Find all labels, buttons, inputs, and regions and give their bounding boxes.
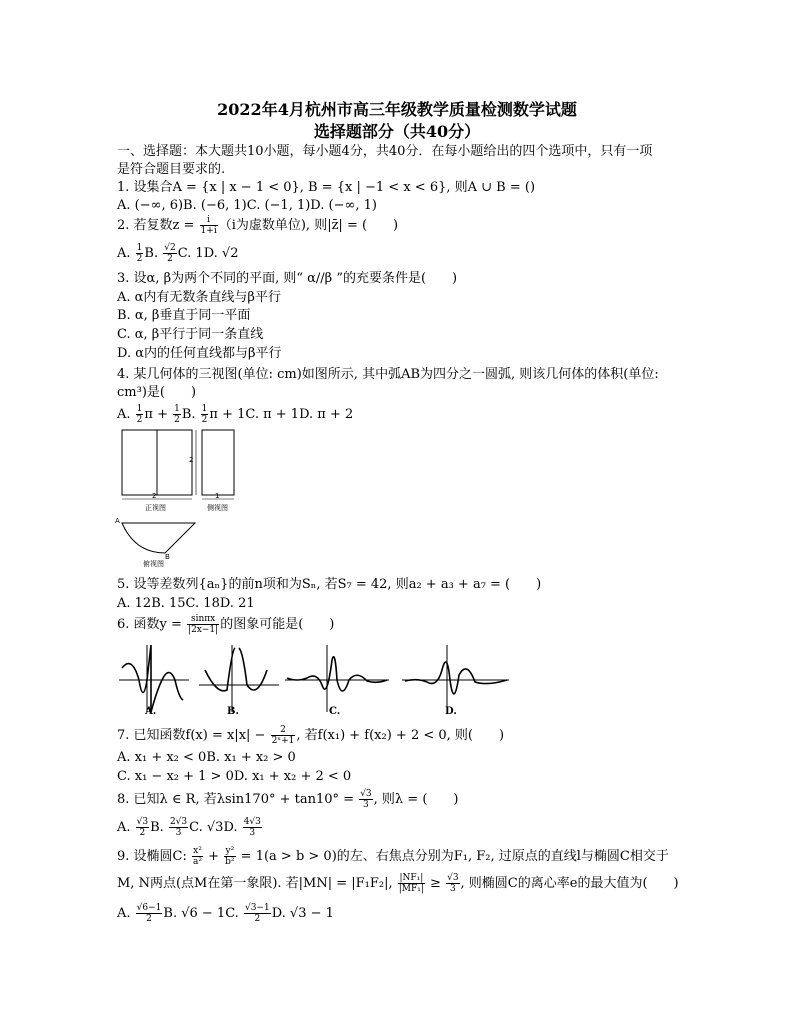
q4-opt-b-frac	[201, 404, 209, 425]
q4-side-view-figure	[200, 428, 240, 512]
q8-options	[117, 817, 263, 838]
q4-opt-b-den: 2	[201, 415, 208, 425]
q4-opt-a-frac-2	[173, 404, 181, 425]
q7-options-2: C. x₁ − x₂ + 1 > 0D. x₁ + x₂ + 2 < 0	[117, 769, 352, 784]
q5-options: A. 12B. 15C. 18D. 21	[117, 596, 255, 611]
q8-opt-d-frac	[243, 817, 262, 838]
q4-opt-rest: π + 1C. π + 1D. π + 2	[209, 407, 354, 422]
q6-label-d: D.	[445, 706, 457, 717]
q9-stem-text-2: = 1(a > b > 0)的左、右焦点分别为F₁, F₂, 过原点的直线l与椭圆C相交于	[236, 849, 669, 864]
q7-frac-den: 2ˣ+1	[271, 736, 295, 746]
q6-label-b: B.	[227, 706, 239, 717]
q9-sqrt3-num: √3	[447, 873, 459, 883]
q4-opt-a-frac	[136, 404, 144, 425]
q8-opt-a-den: 2	[139, 828, 146, 838]
q9-opt-a-frac	[136, 903, 163, 924]
q8-opt-a-label: A.	[117, 820, 135, 835]
q1-options: A. (−∞, 6)B. (−6, 1)C. (−1, 1)D. (−∞, 1)	[117, 198, 377, 213]
q2-frac-num: i	[200, 215, 218, 226]
q4-opt-a-label: A.	[117, 407, 135, 422]
q9-ratio-num: |NF₁|	[399, 873, 424, 883]
q7-stem	[117, 725, 504, 746]
q2-opt-a-label: A.	[117, 246, 135, 261]
q7-stem-text-2: , 若f(x₁) + f(x₂) + 2 < 0, 则( )	[296, 728, 505, 743]
q6-frac-num: sinπx	[187, 614, 219, 625]
q9-options	[117, 903, 334, 924]
q9-opt-c-den: 2	[254, 914, 261, 924]
q2-opt-b-label: B.	[144, 246, 163, 261]
q2-stem	[117, 215, 398, 236]
q2-opt-a-den: 2	[136, 254, 143, 264]
q4-front-view-label: 正视图	[145, 504, 166, 512]
q9-stem-1	[117, 846, 669, 867]
top-view-shape	[122, 523, 195, 553]
q4-opt-a-den: 2	[136, 415, 143, 425]
q2-opt-rest: C. 1D. √2	[177, 246, 239, 261]
q4-point-a: A	[115, 517, 120, 525]
q4-options: A. $\frac{1}{2}$ π + $\frac{1}{2}$ B. $\frac{1}{2}$ π + 1C. π + 1D. π + 2	[117, 404, 354, 425]
q9-geq: ≥	[425, 876, 446, 891]
q3-stem: 3. 设α, β为两个不同的平面, 则“ α//β ”的充要条件是( )	[117, 271, 458, 286]
q6-fraction	[187, 614, 219, 635]
q4-dim-2-side: 2	[189, 456, 194, 464]
q8-stem-text-2: , 则λ = ( )	[373, 792, 459, 807]
q4-opt-b-num: 1	[201, 404, 208, 414]
q2-frac-den: 1+i	[200, 226, 217, 236]
q7-stem-text: 7. 已知函数f(x) = x|x| −	[117, 728, 270, 743]
q6-graph-c	[285, 645, 389, 712]
q7-options-1: A. x₁ + x₂ < 0B. x₁ + x₂ > 0	[117, 750, 296, 765]
q9-plus: +	[203, 849, 224, 864]
side-view-rect	[202, 430, 234, 495]
q9-line2-text: M, N两点(点M在第一象限). 若|MN| = |F₁F₂|,	[117, 876, 397, 891]
q5-stem: 5. 设等差数列{aₙ}的前n项和为Sₙ, 若S₇ = 42, 则a₂ + a₃ + a₇ = ( )	[117, 577, 542, 592]
q8-opt-a-frac	[136, 817, 149, 838]
q9-x-frac	[192, 846, 203, 867]
q6-label-c: C.	[329, 706, 341, 717]
q8-stem-text: 8. 已知λ ∈ R, 若λsin170° + tan10° =	[117, 792, 359, 807]
q9-sqrt3-den: 3	[449, 884, 456, 894]
q8-opt-b-num: 2√3	[169, 817, 188, 827]
q9-y-num: y²	[225, 846, 235, 856]
q2-opt-b-den: 2	[167, 254, 173, 264]
q4-opt-a-den-2: 2	[174, 415, 180, 425]
section-instruction-2: 是符合题目要求的.	[117, 162, 226, 177]
q9-sqrt3-frac	[446, 873, 459, 894]
q2-opt-a-frac	[136, 243, 144, 264]
q8-opt-d-num: 4√3	[243, 817, 261, 827]
q9-opt-a-den: 2	[146, 914, 152, 924]
q4-point-b: B	[165, 553, 170, 561]
q4-stem-2: cm³)是( )	[117, 385, 197, 400]
section-instruction-1: 一、选择题：本大题共10小题，每小题4分，共40分．在每小题给出的四个选项中，只有一项	[117, 144, 653, 159]
q2-stem-text: 2. 若复数z =	[117, 218, 199, 233]
q8-fraction	[359, 789, 372, 810]
q3-option-a: A. α内有无数条直线与β平行	[117, 290, 281, 305]
q1-stem: 1. 设集合A = {x | x − 1 < 0}, B = {x | −1 < x < 6}, 则A ∪ B = ()	[117, 180, 536, 195]
q9-opt-a-label: A.	[117, 906, 135, 921]
q8-stem	[117, 789, 458, 810]
q9-opt-b-label: B. √6 − 1C.	[163, 906, 243, 921]
q9-ratio-frac	[398, 873, 425, 894]
q3-option-d: D. α内的任何直线都与β平行	[117, 346, 282, 361]
q8-opt-b-den: 3	[175, 828, 182, 838]
q9-opt-c-num: √3−1	[244, 903, 270, 913]
q3-option-c: C. α, β平行于同一条直线	[117, 327, 264, 342]
q9-x-num: x²	[193, 846, 202, 856]
q9-ratio-den: |MF₁|	[398, 884, 424, 894]
q2-opt-b-num: √2	[164, 243, 176, 253]
q6-graph-d	[402, 645, 509, 712]
q6-stem	[117, 614, 334, 635]
q2-fraction	[200, 215, 218, 236]
q6-frac-den: |2x−1|	[188, 625, 219, 635]
q2-opt-b-frac	[163, 243, 176, 264]
q2-stem-text-2: （i为虚数单位), 则|z̄| = ( )	[218, 218, 399, 233]
q7-fraction	[271, 725, 296, 746]
q9-stem-text: 9. 设椭圆C:	[117, 849, 191, 864]
q8-opt-d-den: 3	[249, 828, 256, 838]
q4-opt-a-num: 1	[136, 404, 143, 414]
q4-stem-1: 4. 某几何体的三视图(单位: cm)如图所示, 其中弧AB为四分之一圆弧, 则该几何体的体积(单位:	[117, 367, 659, 382]
q9-x-den: a²	[193, 857, 202, 867]
q4-dim-1: 1	[215, 492, 220, 500]
q8-frac-num: √3	[360, 789, 372, 799]
q9-y-frac	[224, 846, 235, 867]
q9-y-den: b²	[225, 857, 235, 867]
q4-opt-a-num-2: 1	[174, 404, 180, 414]
q6-stem-text-2: 的图象可能是( )	[220, 617, 335, 632]
q6-graph-a	[119, 645, 189, 712]
q4-side-view-label: 侧视图	[207, 504, 228, 512]
q6-graph-options	[117, 640, 517, 720]
q8-opt-b-frac	[169, 817, 188, 838]
q3-option-b: B. α, β垂直于同一平面	[117, 308, 251, 323]
q8-opt-b-label: B.	[150, 820, 168, 835]
q9-opt-d: D. √3 − 1	[271, 906, 334, 921]
q2-opt-a-num: 1	[136, 243, 143, 253]
q4-dim-2: 2	[152, 492, 157, 500]
q8-frac-den: 3	[363, 800, 369, 810]
q4-top-view-label: 俯视图	[143, 560, 164, 568]
q8-opt-c-label: C. √3D.	[189, 820, 242, 835]
exam-subtitle: 选择题部分（共40分）	[313, 122, 481, 141]
q2-options	[117, 243, 239, 264]
q9-opt-a-num: √6−1	[136, 903, 162, 913]
q9-stem-2	[117, 873, 679, 894]
q9-opt-c-frac	[244, 903, 271, 924]
q8-opt-a-num: √3	[136, 817, 149, 827]
q6-graph-b	[199, 645, 279, 712]
exam-title: 2022年4月杭州市高三年级教学质量检测数学试题	[217, 100, 577, 119]
q9-line2-text-2: , 则椭圆C的离心率e的最大值为( )	[460, 876, 679, 891]
q6-label-a: A.	[145, 706, 157, 717]
q6-stem-text: 6. 函数y =	[117, 617, 187, 632]
q7-frac-num: 2	[271, 725, 296, 736]
